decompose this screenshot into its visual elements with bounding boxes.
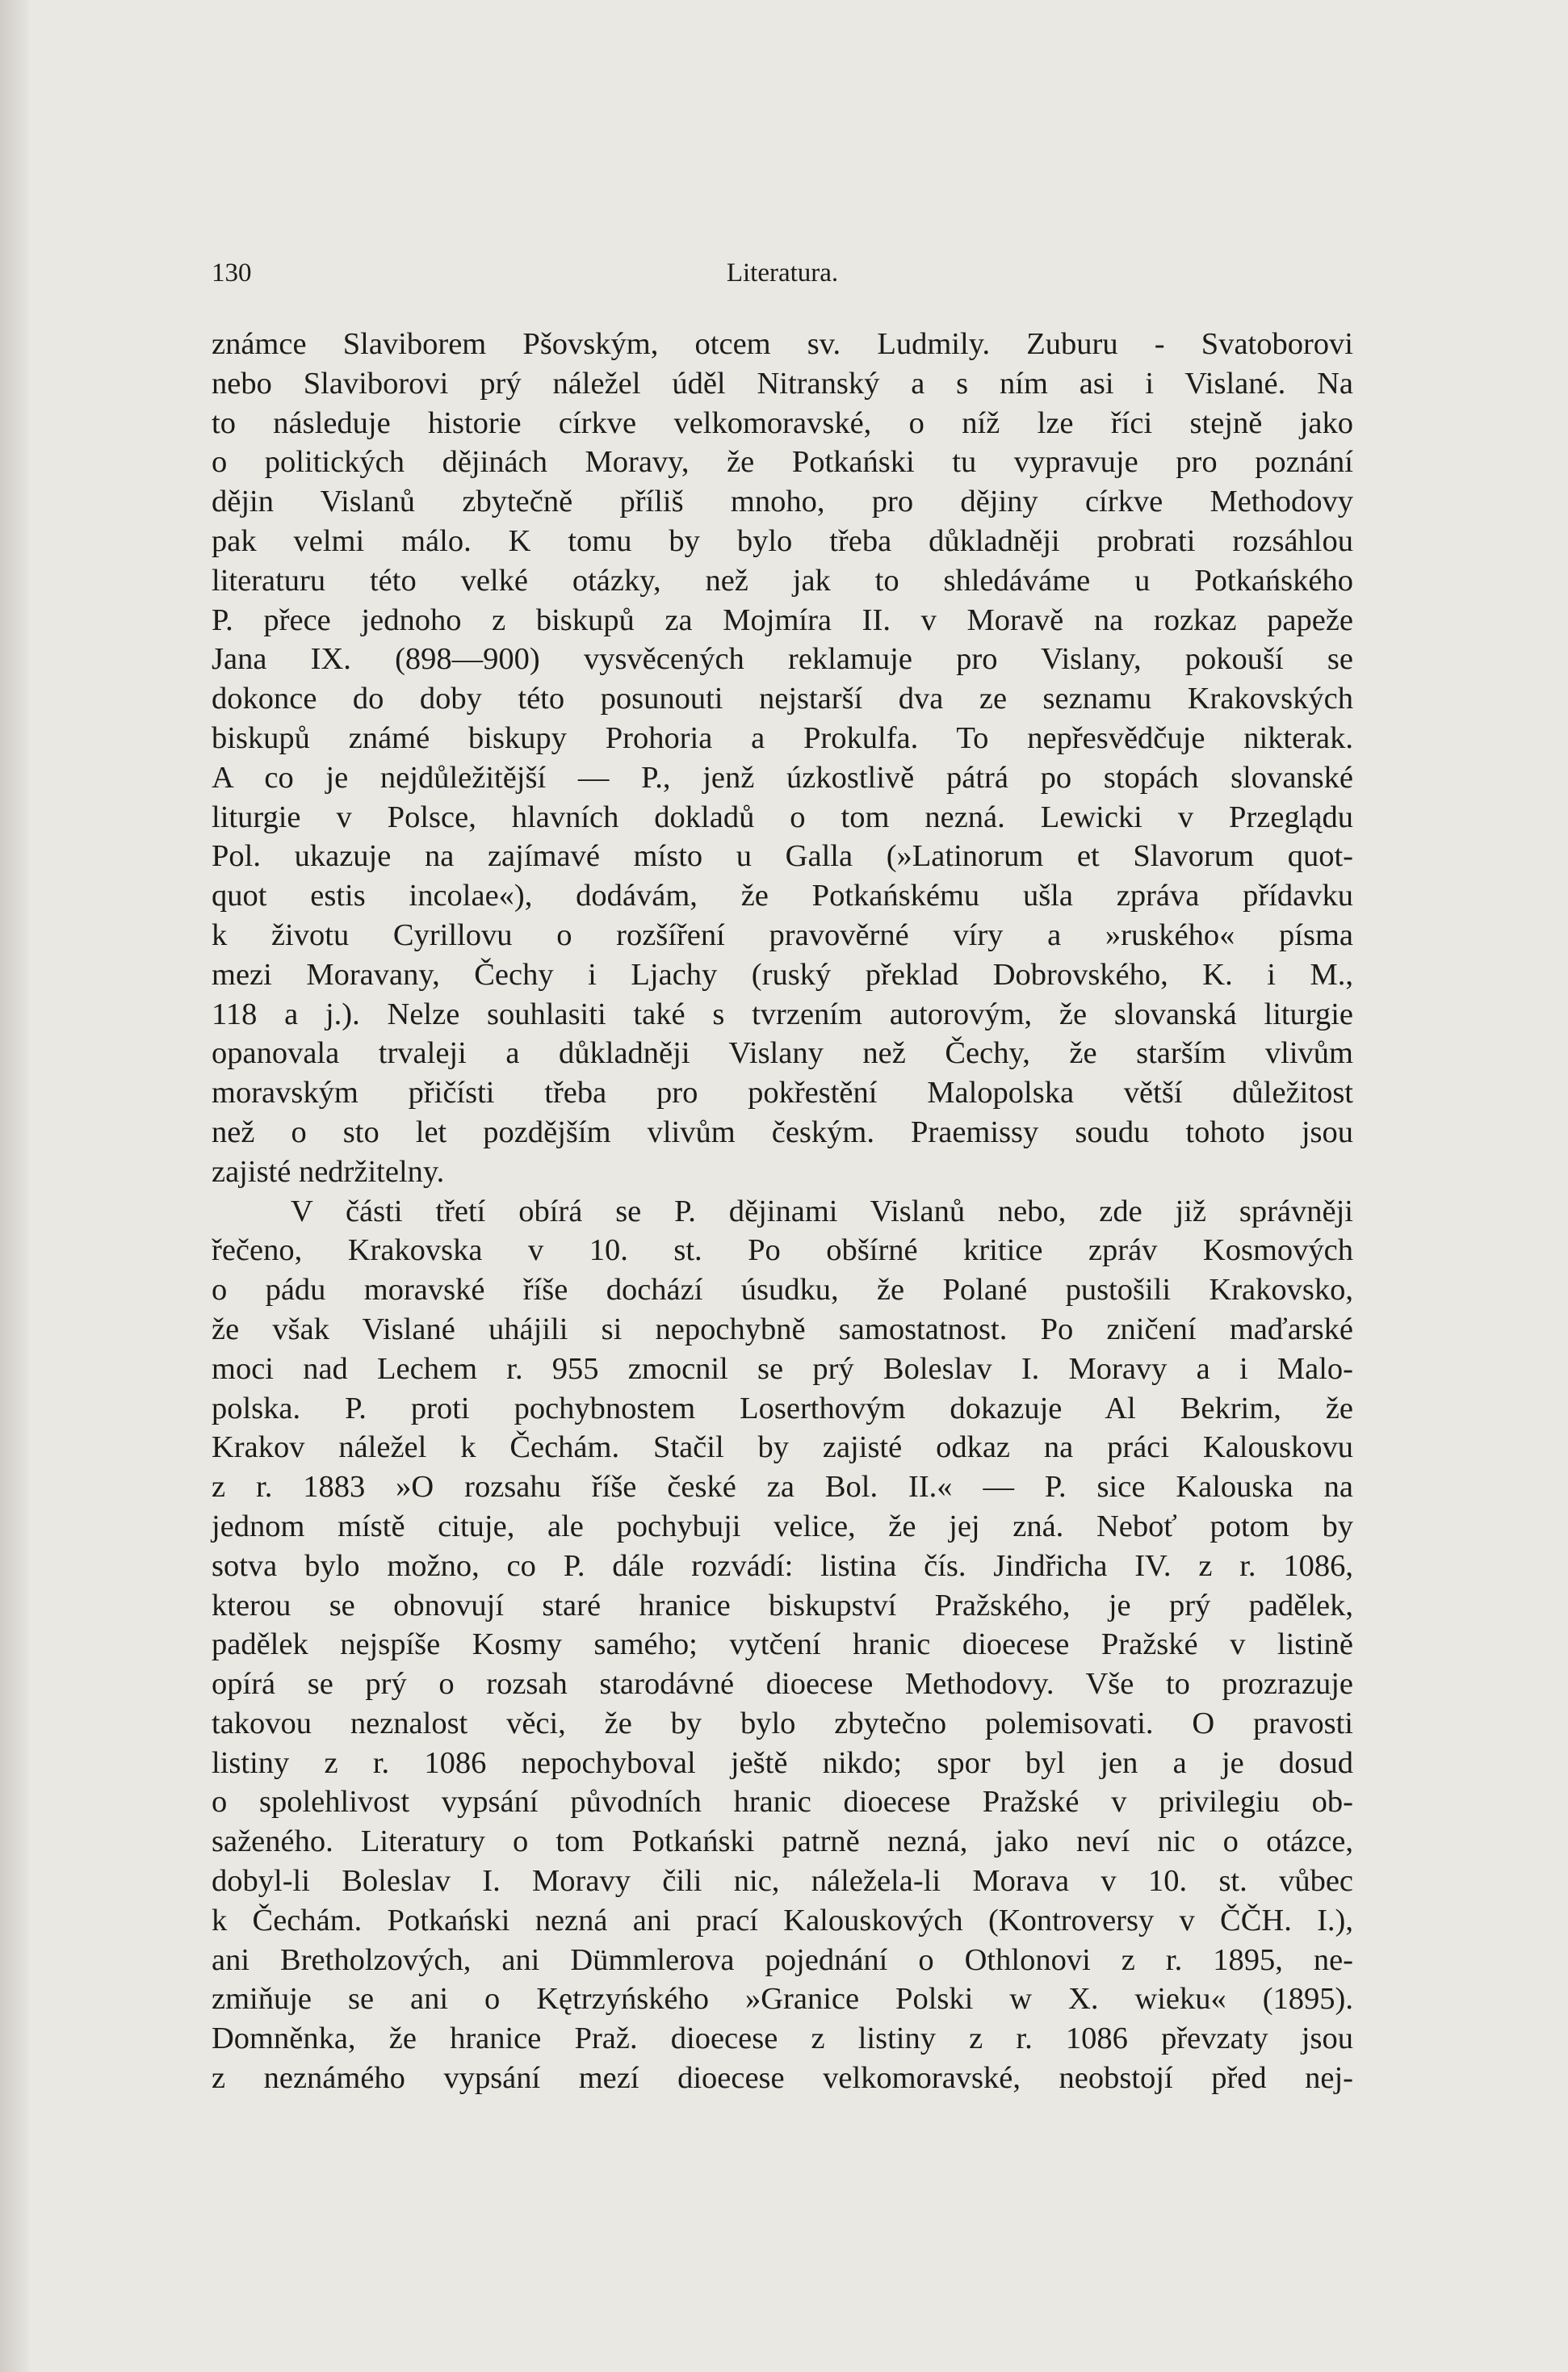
text-line: ani Bretholzových, ani Dümmlerova pojednání o Othlonovi z r. 1895, ne- (212, 1942, 1353, 1977)
text-line: moci nad Lechem r. 955 zmocnil se prý Boleslav I. Moravy a i Malo- (212, 1351, 1353, 1386)
text-line: to následuje historie církve velkomoravské, o níž lze říci stejně jako (212, 405, 1353, 440)
text-line: kterou se obnovují staré hranice biskupství Pražského, je prý padělek, (212, 1588, 1353, 1623)
text-line: k Čechám. Potkański nezná ani prací Kalouskových (Kontroversy v ČČH. I.), (212, 1903, 1353, 1937)
text-line: řečeno, Krakovska v 10. st. Po obšírné kritice zpráv Kosmových (212, 1233, 1353, 1268)
text-line: quot estis incolae«), dodávám, že Potkańskému ušla zpráva přídavku (212, 879, 1353, 913)
text-line: k životu Cyrillovu o rozšíření pravověrné víry a »ruského« písma (212, 917, 1353, 952)
running-head (212, 255, 1353, 291)
paragraph (212, 325, 1353, 1192)
text-line: listiny z r. 1086 nepochyboval ještě nikdo; spor byl jen a je dosud (212, 1745, 1353, 1780)
running-title: Literatura. (726, 258, 839, 288)
body-text (212, 325, 1353, 2098)
text-line: V části třetí obírá se P. dějinami Vislanů nebo, zde již správněji (291, 1194, 1353, 1228)
text-line: literaturu této velké otázky, než jak to shledáváme u Potkańského (212, 563, 1353, 598)
text-line: pak velmi málo. K tomu by bylo třeba důkladněji probrati rozsáhlou (212, 523, 1353, 558)
text-line: Jana IX. (898—900) vysvěcených reklamuje pro Vislany, pokouší se (212, 642, 1353, 677)
text-line: z r. 1883 »O rozsahu říše české za Bol. II.« — P. sice Kalouska na (212, 1470, 1353, 1505)
text-line: opanovala trvaleji a důkladněji Vislany než Čechy, že starším vlivům (212, 1036, 1353, 1071)
text-line: dokonce do doby této posunouti nejstarší dva ze seznamu Krakovských (212, 682, 1353, 716)
text-line: sotva bylo možno, co P. dále rozvádí: listina čís. Jindřicha IV. z r. 1086, (212, 1548, 1353, 1583)
text-line: A co je nejdůležitější — P., jenž úzkostlivě pátrá po stopách slovanské (212, 760, 1353, 795)
text-line: moravským přičísti třeba pro pokřestění Malopolska větší důležitost (212, 1076, 1353, 1110)
text-line: zajisté nedržitelny. (212, 1154, 445, 1189)
text-line: známce Slaviborem Pšovským, otcem sv. Ludmily. Zuburu - Svatoborovi (212, 327, 1353, 361)
text-line: saženého. Literatury o tom Potkański patrně nezná, jako neví nic o otázce, (212, 1824, 1353, 1859)
text-line: P. přece jednoho z biskupů za Mojmíra II. v Moravě na rozkaz papeže (212, 602, 1353, 637)
text-line: liturgie v Polsce, hlavních dokladů o tom nezná. Lewicki v Przeglądu (212, 800, 1353, 834)
text-line: polska. P. proti pochybnostem Loserthovým dokazuje Al Bekrim, že (212, 1391, 1353, 1425)
text-line: zmiňuje se ani o Kętrzyńského »Granice Polski w X. wieku« (1895). (212, 1982, 1353, 2017)
text-line: biskupů známé biskupy Prohoria a Prokulfa. To nepřesvědčuje nikterak. (212, 720, 1353, 755)
text-line: Pol. ukazuje na zajímavé místo u Galla (»Latinorum et Slavorum quot- (212, 839, 1353, 874)
text-line: jednom místě cituje, ale pochybuji velice, že jej zná. Neboť potom by (212, 1509, 1353, 1543)
paragraph (212, 1192, 1353, 2098)
text-line: dobyl-li Boleslav I. Moravy čili nic, náležela-li Morava v 10. st. vůbec (212, 1864, 1353, 1899)
text-line: takovou neznalost věci, že by bylo zbytečno polemisovati. O pravosti (212, 1706, 1353, 1740)
text-line: o politických dějinách Moravy, že Potkański tu vypravuje pro poznání (212, 445, 1353, 480)
text-line: Domněnka, že hranice Praž. dioecese z listiny z r. 1086 převzaty jsou (212, 2021, 1353, 2056)
text-line: o pádu moravské říše dochází úsudku, že Polané pustošili Krakovsko, (212, 1273, 1353, 1308)
text-line: padělek nejspíše Kosmy samého; vytčení hranic dioecese Pražské v listině (212, 1627, 1353, 1662)
text-line: o spolehlivost vypsání původních hranic dioecese Pražské v privilegiu ob- (212, 1785, 1353, 1820)
text-line: opírá se prý o rozsah starodávné dioecese Methodovy. Vše to prozrazuje (212, 1667, 1353, 1702)
text-line: 118 a j.). Nelze souhlasiti také s tvrzením autorovým, že slovanská liturgie (212, 997, 1353, 1031)
page-number: 130 (212, 258, 252, 288)
text-line: mezi Moravany, Čechy i Ljachy (ruský překlad Dobrovského, K. i M., (212, 957, 1353, 992)
text-line: než o sto let pozdějším vlivům českým. Praemissy soudu tohoto jsou (212, 1115, 1353, 1149)
text-line: z neznámého vypsání mezí dioecese velkomoravské, neobstojí před nej- (212, 2061, 1353, 2096)
text-line: dějin Vislanů zbytečně příliš mnoho, pro dějiny církve Methodovy (212, 485, 1353, 519)
text-line: nebo Slaviborovi prý náležel úděl Nitranský a s ním asi i Vislané. Na (212, 366, 1353, 401)
text-line: Krakov náležel k Čechám. Stačil by zajisté odkaz na práci Kalouskovu (212, 1430, 1353, 1465)
text-line: že však Vislané uhájili si nepochybně samostatnost. Po zničení maďarské (212, 1312, 1353, 1346)
